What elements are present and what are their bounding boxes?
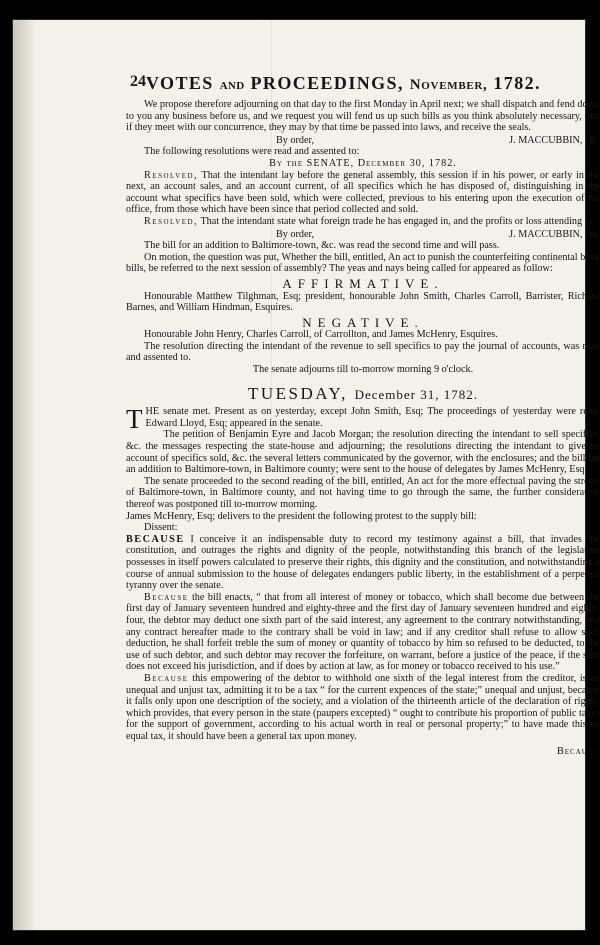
paragraph-adjourning: We propose therefore adjourning on that day to the first Monday in April next; we shall dispatch and fend down to you any business before us, and we request you will fend us up such bills as you think absolutely necessary, that if they meet with our concurrence, they may by that time be passed into laws, and receive the seals. [126,99,600,134]
because-2-text: the bill enacts, “ that from all interest of money or tobacco, which shall become due between the first day of January seventeen hundred and eighty-three and the first day of January seventeen hundred and eighty-four, the debtor may deduct one sixth part of the said interest, any agreement to the contrary notwithstanding, and any contract hereafter made to the contrary shall be void in law; and if any creditor shall refuse to allow such deduction, he shall forfeit treble the sum of money or quantity of tobacco by him so refused to be deducted, to the use of such debtor, and such debtor may recover the forfeiture, on warrant, before a justice of the peace, if the sum does not exceed his jurisdiction, and if does by action at law, as for money or tobacco received to his use.” [126,591,600,673]
running-header [42,73,572,97]
because-2 [126,592,600,673]
day-title: TUESDAY, [247,383,348,403]
adjournment-notice: The senate adjourns till to-morrow morning 9 o'clock. [252,364,474,376]
signature-by-order: By order, [276,134,315,146]
signature-line-2 [126,229,600,241]
day-date: December 31, 1782. [354,386,478,402]
affirmative-names: Honourable Matthew Tilghman, Esq; president, honourable John Smith, Charles Carroll, Barrister, Richard Barnes, and William Hindman, Esquires. [126,290,600,314]
resolution-2 [126,216,600,228]
paragraph-senate-met [126,404,600,435]
resolved-label: Resolved, [144,215,199,227]
paragraph-paving-bill: The senate proceeded to the second reading of the bill, entitled, An act for the more effectual paving the streets of Baltimore-town, in Baltimore county, and not having time to go through the same, the further consideration thereof was postponed till to-morrow morning. [126,475,600,510]
because-1-text: I conceive it an indispensable duty to record my testimony against a bill, that invades the constitution, and outrages the rights and dignity of the people, notwithstanding this branch of the legislature possesses in itself powers calculated to preserve their rights, this dignity and the constitution, and notwithstanding a course of annual submission to the house of delegates endangers public liberty, in the establishment of a perpetual tyranny over the senate. [126,533,600,592]
paragraph-senate-met-text: HE senate met. Present as on yesterday, except John Smith, Esq; The proceedings of yesterday were read. Edward Lloyd, Esq; appeared in the senate. [145,406,600,429]
paragraph-resolutions-intro: The following resolutions were read and assented to: [144,146,360,158]
page-body [126,99,600,758]
resolution-1 [126,170,600,216]
resolved-label: Resolved, [144,169,199,181]
title-proceedings: PROCEEDINGS, [250,73,404,93]
negative-heading: NEGATIVE. [302,314,424,330]
because-3 [126,673,600,743]
because-label: Because [144,672,189,684]
paragraph-journal-accounts: The resolution directing the intendant of the revenue to sell specifics to pay the journal of accounts, was read and assented to. [126,340,600,364]
catchword: Because [556,746,598,758]
drop-cap: T [126,404,143,435]
title-and: and [219,77,245,93]
because-label: Because [144,591,189,603]
binding-fold [13,20,35,930]
signature-clerk: J. MACCUBBIN, clk. [509,134,600,146]
because-label: BECAUSE [126,533,185,545]
signature-line-1 [126,135,600,147]
because-1 [126,534,600,592]
page-sheet [13,20,600,930]
running-title [146,73,541,94]
affirmative-heading: AFFIRMATIVE. [282,275,444,291]
resolution-2-text: That the intendant state what foreign trade he has engaged in, and the profits or loss attending it. [198,215,593,227]
title-month: November, [409,77,488,93]
senate-heading: By the SENATE, December 30, 1782. [269,157,457,169]
paragraph-protest-intro: James McHenry, Esq; delivers to the president the following protest to the supply bill: [126,510,477,522]
title-votes: VOTES [146,73,214,93]
signature-by-order: By order, [276,228,315,240]
resolution-1-text: That the intendant lay before the general assembly, this session if in his power, or early in the next, an account sales, and an account current, of all specifics which he has disposed of, distinguishing in the account what specifics have been sold, which were collected, previous to his entering upon the execution of his office, from those which have been since that period collected and sold. [126,169,600,216]
paragraph-motion: On motion, the question was put, Whether the bill, entitled, An act to punish the counterfeiting continental bank bills, be referred to the next session of assembly? The yeas and nays being called for appeared as follow: [126,251,600,275]
signature-clerk: J. MACCUBBIN, clk. [509,228,600,240]
day-heading [126,383,600,403]
dissent-label: Dissent: [144,522,178,534]
paragraph-baltimore-bill: The bill for an addition to Baltimore-town, &c. was read the second time and will pass. [144,240,500,252]
page-number: 24 [130,73,146,90]
paragraph-petition: The petition of Benjamin Eyre and Jacob Morgan; the resolution directing the intendant to sell specifics, &c. the messages respecting the state-house and adjourning; the resolutions directing the intendant to give an account of specifics sold, &c. the several letters communicated by the governor, with the enclosures; and the bill for an addition to Baltimore-town, in Baltimore county; were sent to the house of delegates by James McHenry, Esq. [126,429,600,476]
title-year: 1782. [493,73,541,93]
negative-names: Honourable John Henry, Charles Carroll, of Carrollton, and James McHenry, Esquires. [144,329,498,341]
because-3-text: this empowering of the debtor to withhold one sixth of the legal interest from the creditor, is an unequal and unjust tax, admitting it to be a tax “ for the current expences of the state;” unequal and unjust, because it falls only upon one description of the society, and a violation of the thirteenth article of the declaration of rights, which provides, that every person in the state (paupers excepted) “ ought to contribute his proportion of public taxes for the support of government, according to his actual worth in real or personal property;” to have made this an equal tax, it should have been a general tax upon money. [126,672,600,742]
